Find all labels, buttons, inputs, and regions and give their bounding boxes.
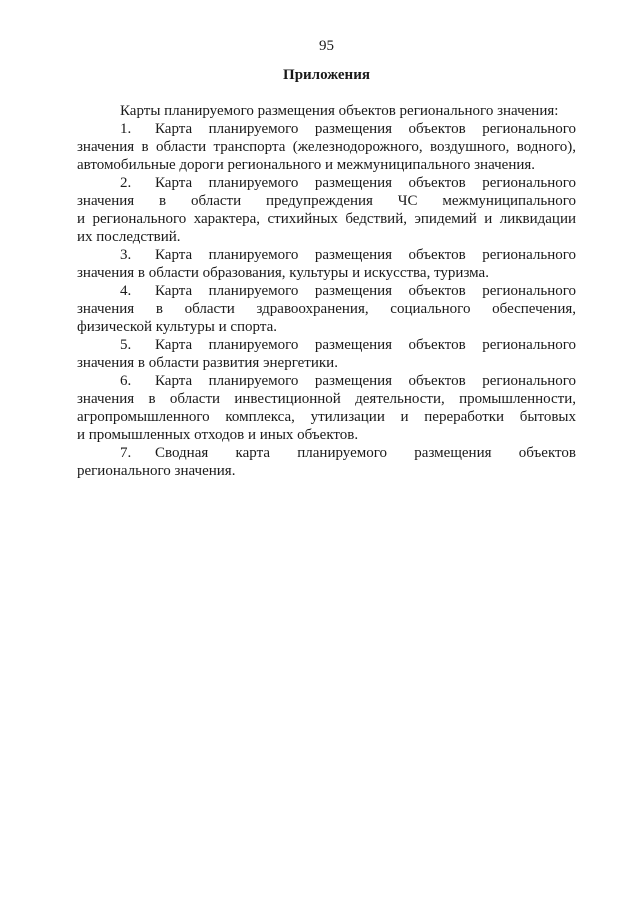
paragraph-line: автомобильные дороги регионального и межмуниципального значения. xyxy=(77,157,536,173)
paragraph-line: значения в области транспорта (железнодорожного, воздушного, водного), xyxy=(77,139,576,155)
list-item-2 xyxy=(77,174,576,246)
paragraph-line xyxy=(77,336,576,354)
list-item-1 xyxy=(77,120,576,174)
paragraph-line: их последствий. xyxy=(77,229,181,245)
paragraph-line xyxy=(77,444,576,462)
line-text: Карта планируемого размещения объектов регионального xyxy=(155,373,576,389)
paragraph-line: агропромышленного комплекса, утилизации и переработки бытовых xyxy=(77,409,576,425)
document-heading: Приложения xyxy=(283,67,370,83)
paragraph-line: и промышленных отходов и иных объектов. xyxy=(77,427,359,443)
list-item-7 xyxy=(77,444,576,480)
list-item-5 xyxy=(77,336,576,372)
list-item-6 xyxy=(77,372,576,444)
list-item-3 xyxy=(77,246,576,282)
item-number: 1. xyxy=(120,121,132,137)
line-text: Карта планируемого размещения объектов регионального xyxy=(155,121,576,137)
page-number: 95 xyxy=(319,38,334,54)
line-text: Сводная карта планируемого размещения объектов xyxy=(155,445,576,461)
list-item-4 xyxy=(77,282,576,336)
line-text: Карта планируемого размещения объектов регионального xyxy=(155,175,576,191)
item-number: 6. xyxy=(120,373,132,389)
line-text: Карта планируемого размещения объектов регионального xyxy=(155,337,576,353)
paragraph-line: значения в области предупреждения ЧС межмуниципального xyxy=(77,193,576,209)
paragraph-line: значения в области развития энергетики. xyxy=(77,355,338,371)
paragraph-line: и регионального характера, стихийных бедствий, эпидемий и ликвидации xyxy=(77,211,576,227)
paragraph-line xyxy=(77,282,576,300)
paragraph-line xyxy=(77,174,576,192)
line-text: Карта планируемого размещения объектов регионального xyxy=(155,247,576,263)
paragraph-line: значения в области инвестиционной деятельности, промышленности, xyxy=(77,391,576,407)
item-number: 5. xyxy=(120,337,132,353)
paragraph-line: значения в области образования, культуры и искусства, туризма. xyxy=(77,265,489,281)
intro-paragraph: Карты планируемого размещения объектов регионального значения: xyxy=(120,103,559,119)
item-number: 7. xyxy=(120,445,132,461)
item-number: 2. xyxy=(120,175,132,191)
paragraph-line xyxy=(77,246,576,264)
paragraph-line xyxy=(77,120,576,138)
paragraph-line: регионального значения. xyxy=(77,463,236,479)
paragraph-line: значения в области здравоохранения, социального обеспечения, xyxy=(77,301,576,317)
paragraph-line: физической культуры и спорта. xyxy=(77,319,278,335)
item-number: 4. xyxy=(120,283,132,299)
paragraph-line xyxy=(77,372,576,390)
line-text: Карта планируемого размещения объектов регионального xyxy=(155,283,576,299)
item-number: 3. xyxy=(120,247,132,263)
document-body xyxy=(77,102,576,480)
